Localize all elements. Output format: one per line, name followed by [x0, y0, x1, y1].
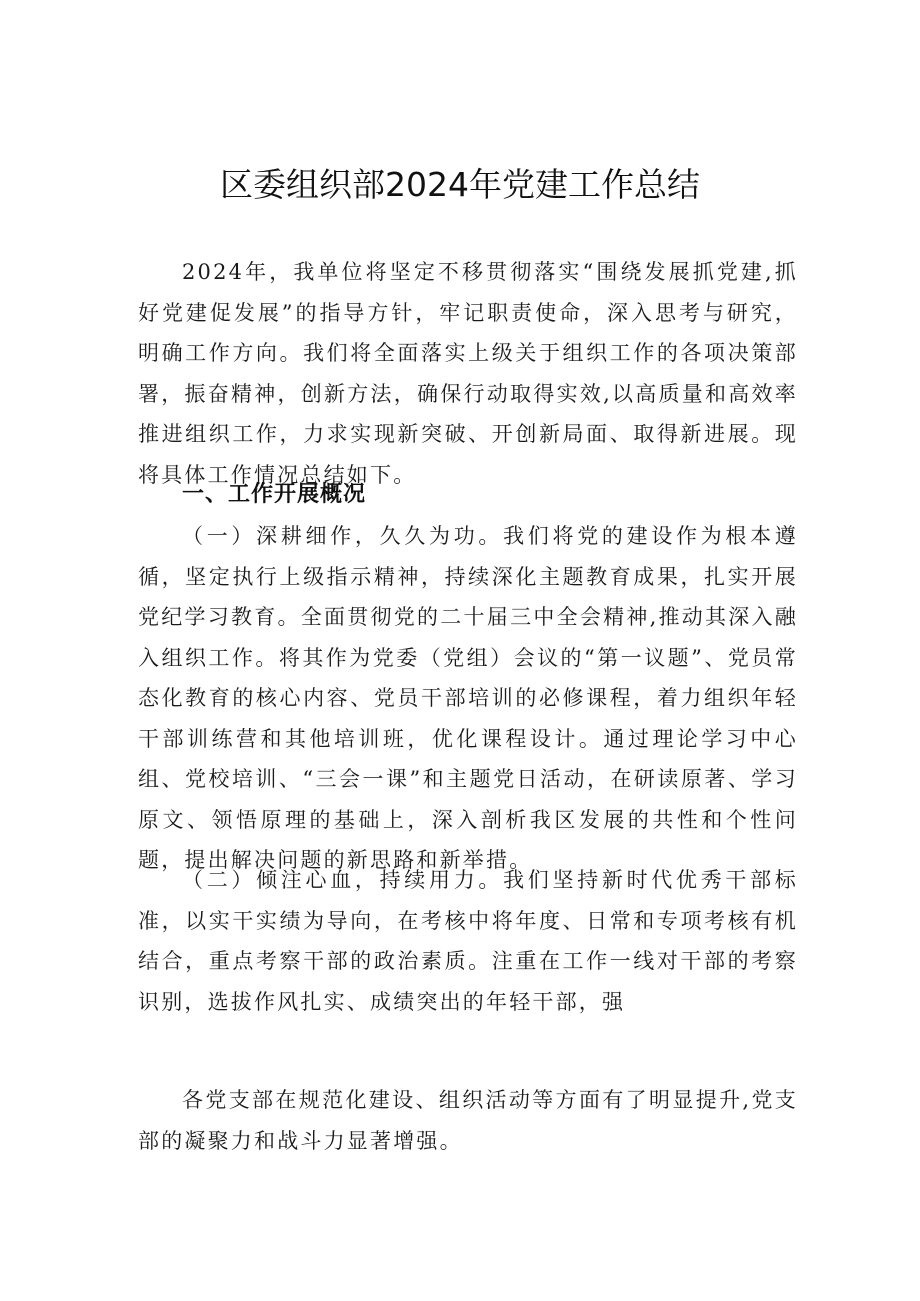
- subsection-1-paragraph: （一）深耕细作，久久为功。我们将党的建设作为根本遵循，坚定执行上级指示精神，持续深化主题教育成果，扎实开展党纪学习教育。全面贯彻党的二十届三中全会精神,推动其深入融入组织工作。将其作为党委（党组）会议的“第一议题”、党员常态化教育的核心内容、党员干部培训的必修课程，着力组织年轻干部训练营和其他培训班，优化课程设计。通过理论学习中心组、党校培训、“三会一课”和主题党日活动，在研读原著、学习原文、领悟原理的基础上，深入剖析我区发展的共性和个性问题，提出解决问题的新思路和新举措。: [138, 524, 798, 872]
- intro-paragraph: 2024年，我单位将坚定不移贯彻落实“围绕发展抓党建,抓好党建促发展”的指导方针，牢记职责使命，深入思考与研究，明确工作方向。我们将全面落实上级关于组织工作的各项决策部署，振奋精神，创新方法，确保行动取得实效,以高质量和高效率推进组织工作，力求实现新突破、开创新局面、取得新进展。现将具体工作情况总结如下。: [138, 260, 798, 487]
- subsection-2-paragraph: （二）倾注心血，持续用力。我们坚持新时代优秀干部标准，以实干实绩为导向，在考核中将年度、日常和专项考核有机结合，重点考察干部的政治素质。注重在工作一线对干部的考察识别，选拔作风扎实、成绩突出的年轻干部，强: [138, 868, 798, 1014]
- document-title: 区委组织部2024年党建工作总结: [220, 165, 700, 204]
- closing-paragraph: 各党支部在规范化建设、组织活动等方面有了明显提升,党支部的凝聚力和战斗力显著增强。: [138, 1088, 798, 1153]
- section-heading: 一、工作开展概况: [182, 482, 367, 507]
